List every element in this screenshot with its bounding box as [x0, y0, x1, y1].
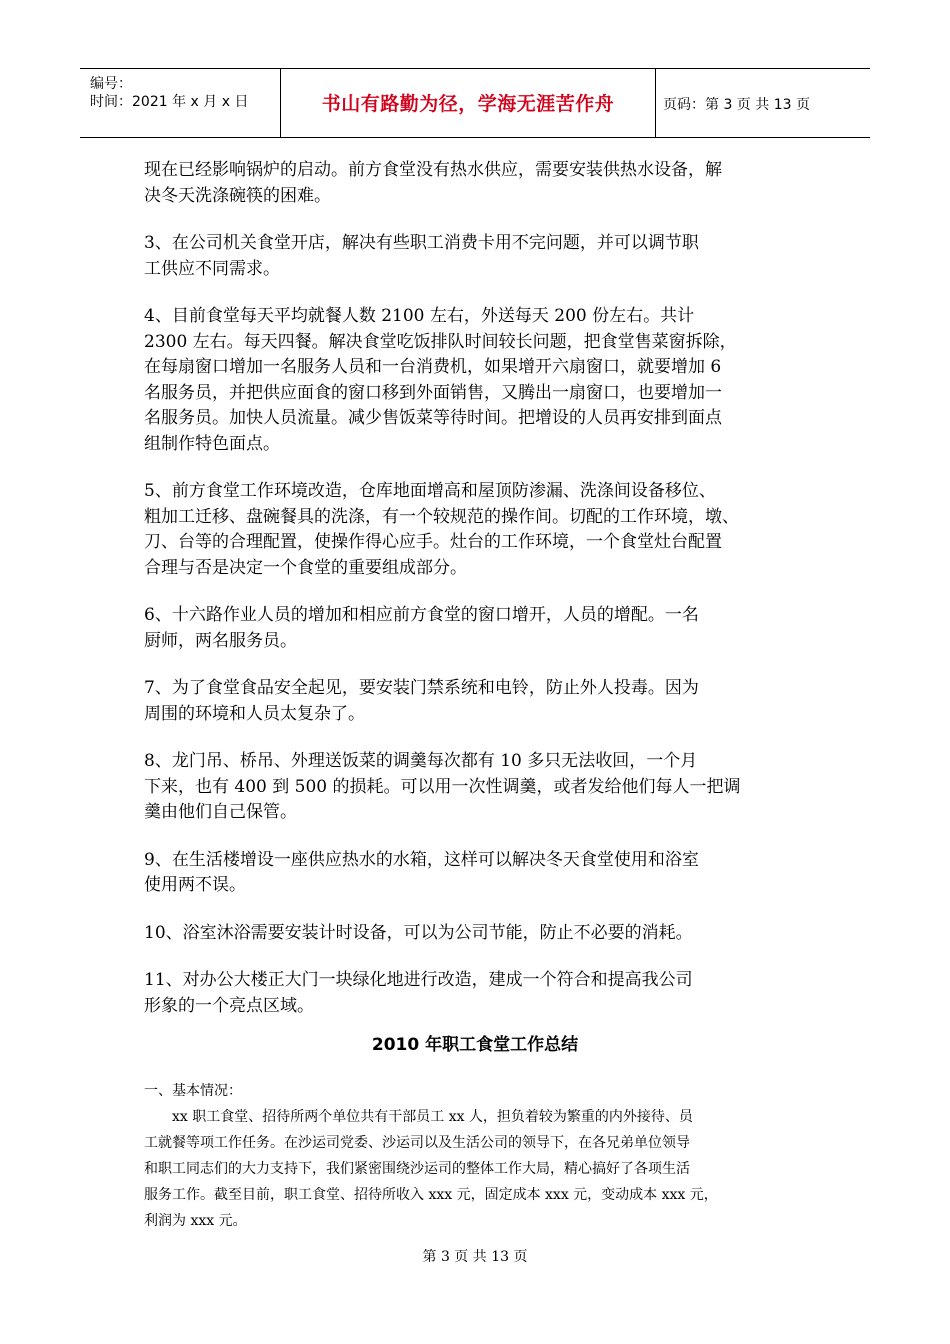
paragraph-item-5: 5、前方食堂工作环境改造，仓库地面增高和屋顶防渗漏、洗涤间设备移位、 粗加工迁移、盘碗餐具的洗涤，有一个较规范的操作间。切配的工作环境，墩、 刀、台等的合理配置，使操作得心应手。灶台的工作环境，一个食堂灶台配置 合理与否是决定一个食堂的重要组成部分。 [144, 481, 739, 578]
summary-section [144, 1078, 824, 1234]
paragraph-item-4: 4、目前食堂每天平均就餐人数 2100 左右，外送每天 200 份左右。共计 2300 左右。每天四餐。解决食堂吃饭排队时间较长问题，把食堂售菜窗拆除， 在每扇窗口增加一名服务人员和一台消费机，如果增开六扇窗口，就要增加 6 名服务员，并把供应面食的窗口移到外面销售，又腾出一扇窗口，也要增加一 名服务员。加快人员流量。减少售饭菜等待时间。把增设的人员再安排到面点 组制作特色面点。 [144, 306, 737, 454]
document-date-label: 时间：2021 年 x 月 x 日 [90, 94, 249, 110]
paragraph-item-6: 6、十六路作业人员的增加和相应前方食堂的窗口增开，人员的增配。一名 厨师，两名服务员。 [144, 605, 699, 651]
motto-text: 书山有路勤为径，学海无涯苦作舟 [321, 93, 615, 115]
document-number-label: 编号： [90, 76, 132, 92]
paragraph-item-10: 10、浴室沐浴需要安装计时设备，可以为公司节能，防止不必要的消耗。 [144, 922, 693, 943]
paragraph-continuation: 现在已经影响锅炉的启动。前方食堂没有热水供应，需要安装供热水设备，解 决冬天洗涤碗筷的困难。 [144, 160, 722, 206]
paragraph-item-7: 7、为了食堂食品安全起见，要安装门禁系统和电铃，防止外人投毒。因为 周围的环境和人员太复杂了。 [144, 678, 699, 724]
paragraph-item-3: 3、在公司机关食堂开店，解决有些职工消费卡用不完问题，并可以调节职 工供应不同需求。 [144, 233, 699, 279]
summary-paragraph: xx 职工食堂、招待所两个单位共有干部员工 xx 人，担负着较为繁重的内外接待、员 工就餐等项工作任务。在沙运司党委、沙运司以及生活公司的领导下，在各兄弟单位领导 和职工同志们的大力支持下，我们紧密围绕沙运司的整体工作大局，精心搞好了各项生活 服务工作。截至目前，职工食堂、招待所收入 xxx 元，固定成本 xxx 元，变动成本 xxx 元， 利润为 xxx 元。 [144, 1109, 718, 1229]
page-footer: 第 3 页 共 13 页 [422, 1249, 528, 1265]
header-meta-cell [80, 69, 280, 137]
paragraph-item-9: 9、在生活楼增设一座供应热水的水箱，这样可以解决冬天食堂使用和浴室 使用两不误。 [144, 849, 699, 895]
header-motto-cell [280, 69, 656, 137]
paragraph-item-11: 11、对办公大楼正大门一块绿化地进行改造，建成一个符合和提高我公司 形象的一个亮点区域。 [144, 970, 693, 1016]
header-table [80, 68, 870, 138]
section-title: 2010 年职工食堂工作总结 [371, 1035, 579, 1055]
header-page-number: 页码：第 3 页 共 13 页 [663, 97, 810, 113]
summary-heading: 一、基本情况： [144, 1083, 242, 1099]
document-body [144, 158, 824, 1041]
paragraph-item-8: 8、龙门吊、桥吊、外理送饭菜的调羹每次都有 10 多只无法收回，一个月 下来，也有 400 到 500 的损耗。可以用一次性调羹，或者发给他们每人一把调 羹由他们自己保管。 [144, 751, 741, 822]
header-page-cell [655, 69, 870, 137]
